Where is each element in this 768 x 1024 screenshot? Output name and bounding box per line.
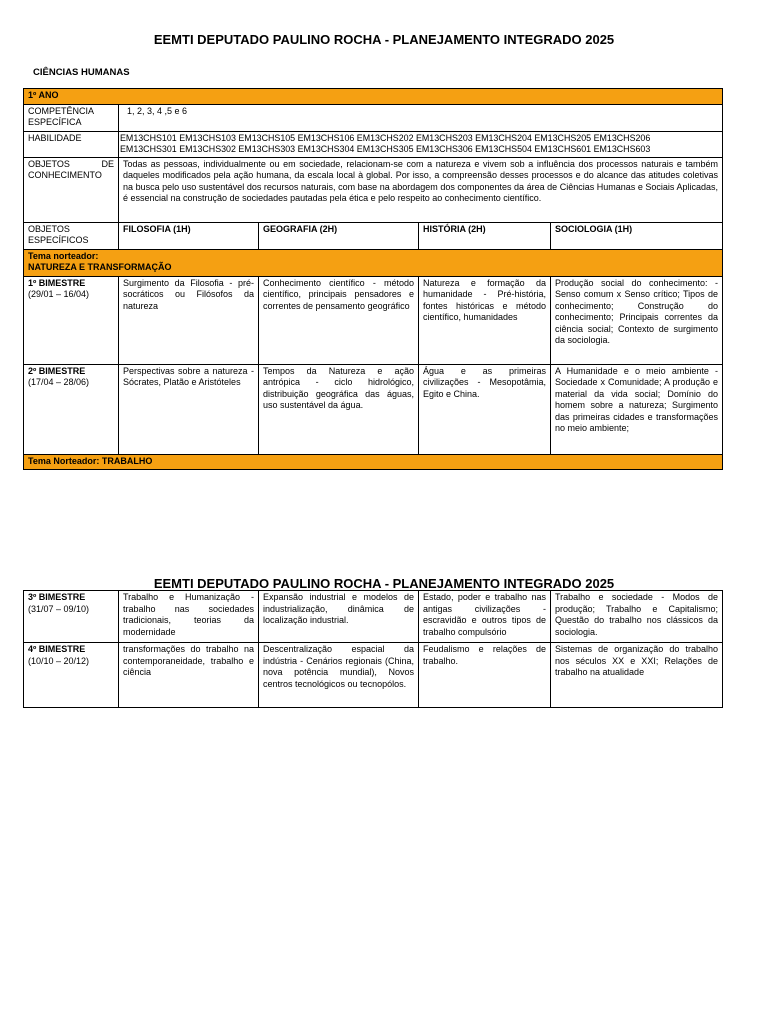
planning-table-continued [23,590,723,708]
page-title: EEMTI DEPUTADO PAULINO ROCHA - PLANEJAMENTO INTEGRADO 2025 [153,32,615,47]
table-row [24,643,723,708]
competencia-row [24,104,723,131]
competencia-label: COMPETÊNCIA ESPECÍFICA [24,104,119,131]
tema-row [24,454,723,470]
historia-cell: Feudalismo e relações de trabalho. [419,643,551,708]
geografia-cell: Expansão industrial e modelos de industrialização, dinâmica de localização industrial. [259,591,419,643]
column-header-geografia: GEOGRAFIA (2H) [259,222,419,249]
tema-value: NATUREZA E TRANSFORMAÇÃO [28,262,172,272]
column-header-historia: HISTÓRIA (2H) [419,222,551,249]
subject-heading: CIÊNCIAS HUMANAS [33,67,130,78]
objetos-conhecimento-row [24,157,723,222]
bimestre-name: 2º BIMESTRE [28,365,86,376]
sociologia-cell: Sistemas de organização do trabalho nos séculos XX e XXI; Relações de trabalho na atualidade [551,643,723,708]
filosofia-cell: Trabalho e Humanização - trabalho nas sociedades tradicionais, teorias da modernidade [119,591,259,643]
page-title-repeat: EEMTI DEPUTADO PAULINO ROCHA - PLANEJAMENTO INTEGRADO 2025 [153,576,615,591]
objetos-conhecimento-value: Todas as pessoas, individualmente ou em sociedade, relacionam-se com a natureza e vivem sob a influência dos processos naturais e também daqueles modificados pela ação humana, da escala local à global. Por isso, a compreensão desses processos e do alcance das atitudes coletivas na busca pelo uso sustentável dos recursos naturais, com base na abordagem dos componentes da área de Ciências Humanas e Sociais Aplicadas, é essencial na construção de sociedades pautadas pela ética e pelo respeito ao conhecimento científico. [119,157,723,222]
habilidade-line-1: EM13CHS101 EM13CHS103 EM13CHS105 EM13CHS106 EM13CHS202 EM13CHS203 EM13CHS204 EM13CHS205 EM13CHS206 [120,132,651,143]
filosofia-cell: Perspectivas sobre a natureza - Sócrates, Platão e Aristóteles [119,364,259,454]
table-row [24,364,723,454]
habilidade-label: HABILIDADE [24,131,119,157]
bimestre-cell [24,643,119,708]
geografia-cell: Conhecimento científico - método científico, principais pensadores e correntes de pensamento geográfico [259,276,419,364]
tema-norteador [24,249,723,276]
habilidade-line-2: EM13CHS301 EM13CHS302 EM13CHS303 EM13CHS304 EM13CHS305 EM13CHS306 EM13CHS504 EM13CHS601 EM13CHS603 [120,143,651,154]
bimestre-dates: (31/07 – 09/10) [28,603,90,614]
historia-cell: Água e as primeiras civilizações - Mesopotâmia, Egito e China. [419,364,551,454]
filosofia-cell: transformações do trabalho na contemporaneidade, trabalho e ciência [119,643,259,708]
bimestre-cell [24,276,119,364]
year-label: 1º ANO [24,89,723,105]
objetos-conhecimento-label: OBJETOS DE CONHECIMENTO [24,157,119,222]
bimestre-dates: (10/10 – 20/12) [28,655,90,666]
sociologia-cell: Produção social do conhecimento: - Senso comum x Senso crítico; Tipos de conhecimento; Construção do conhecimento; Principais correntes da ciência social; Contexto de surgimento da sociologia. [551,276,723,364]
geografia-cell: Tempos da Natureza e ação antrópica - ciclo hidrológico, distribuição geográfica das águas, uso sustentável da água. [259,364,419,454]
objetos-especificos-label: OBJETOS ESPECÍFICOS [24,222,119,249]
geografia-cell: Descentralização espacial da indústria - Cenários regionais (China, nova potência mundial), Novos centros tecnológicos ou tecnopólos. [259,643,419,708]
planning-table [23,88,723,470]
historia-cell: Natureza e formação da humanidade - Pré-história, fontes históricas e método científico, humanidades [419,276,551,364]
bimestre-name: 4º BIMESTRE [28,644,86,654]
habilidade-value [119,131,723,157]
habilidade-row [24,131,723,157]
year-header-row [24,89,723,105]
table-row [24,591,723,643]
bimestre-name: 3º BIMESTRE [28,592,86,602]
objetos-especificos-row [24,222,723,249]
column-header-filosofia: FILOSOFIA (1H) [119,222,259,249]
column-header-sociologia: SOCIOLOGIA (1H) [551,222,723,249]
table-row [24,276,723,364]
bimestre-cell [24,364,119,454]
bimestre-dates: (29/01 – 16/04) [28,289,90,299]
historia-cell: Estado, poder e trabalho nas antigas civilizações - escravidão e outros tipos de trabalho compulsório [419,591,551,643]
bimestre-cell [24,591,119,643]
tema-label: Tema norteador: [28,250,99,261]
tema-row [24,249,723,276]
bimestre-name: 1º BIMESTRE [28,277,86,288]
sociologia-cell: A Humanidade e o meio ambiente - Sociedade x Comunidade; A produção e material da vida social; Domínio do homem sobre a natureza; Surgimento das primeiras cidades e transformações no meio ambiente; [551,364,723,454]
sociologia-cell: Trabalho e sociedade - Modos de produção; Trabalho e Capitalismo; Questão do trabalho nos clássicos da sociologia. [551,591,723,643]
bimestre-dates: (17/04 – 28/06) [28,377,90,387]
competencia-value: 1, 2, 3, 4 ,5 e 6 [119,104,723,131]
filosofia-cell: Surgimento da Filosofia - pré-socráticos ou Filósofos da natureza [119,276,259,364]
tema-norteador-trabalho: Tema Norteador: TRABALHO [24,454,723,470]
